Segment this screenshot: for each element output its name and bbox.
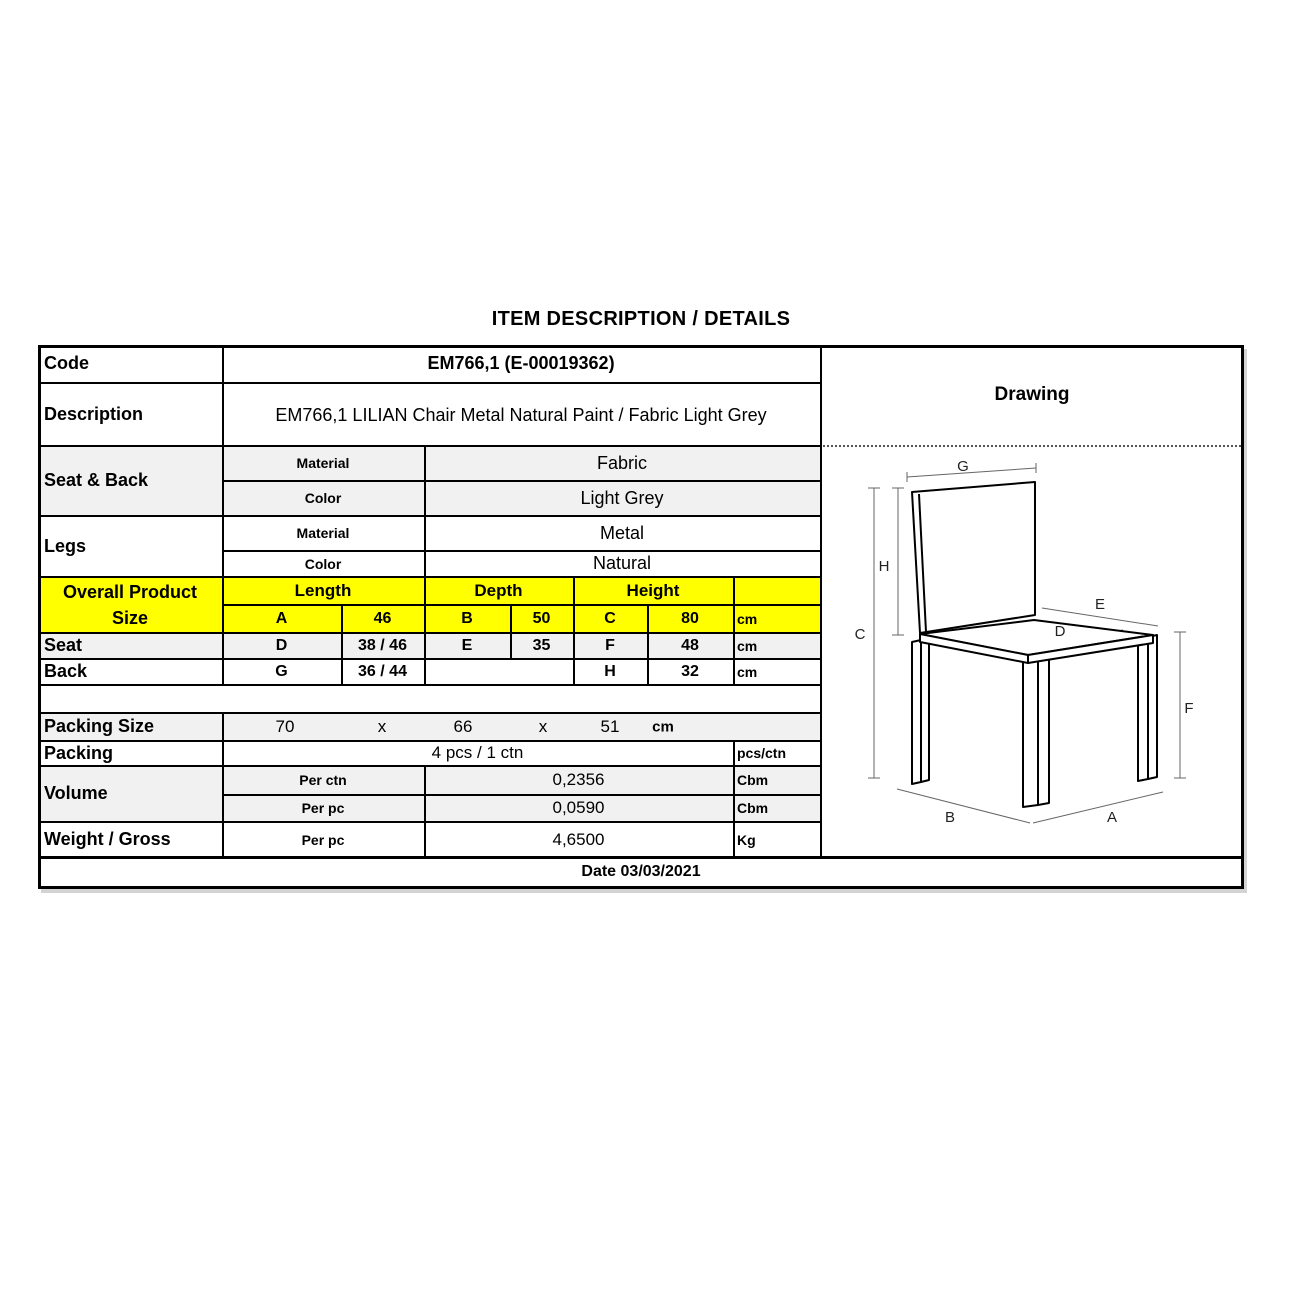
dim-label-d: D <box>1054 623 1066 640</box>
chair-drawing <box>820 446 1244 858</box>
description-value <box>222 383 820 446</box>
code-value: EM766,1 (E-00019362) <box>427 353 615 374</box>
dim-label-g: G <box>957 458 969 475</box>
weight-per-pc-label: Per pc <box>301 831 345 848</box>
packing-size-value <box>222 713 820 741</box>
overall-unit: cm <box>737 610 758 627</box>
dim-g-value: 36 / 44 <box>358 663 407 681</box>
volume-per-ctn-value: 0,2356 <box>552 770 605 790</box>
packing-size-unit: cm <box>652 718 674 736</box>
dim-c-value: 80 <box>681 610 699 628</box>
dim-h-key: H <box>604 663 616 681</box>
legs-material-label: Material <box>296 525 350 542</box>
dim-g-key: G <box>275 663 288 681</box>
dim-a-key: A <box>275 610 288 628</box>
dim-label-b: B <box>944 809 956 826</box>
packing-value: 4 pcs / 1 ctn <box>431 743 524 763</box>
date-row: Date 03/03/2021 <box>581 863 701 881</box>
overall-size-label <box>38 577 222 633</box>
seat-back-material-label: Material <box>296 455 350 472</box>
length-header: Length <box>294 580 352 600</box>
volume-per-pc-value: 0,0590 <box>552 798 605 818</box>
legs-label: Legs <box>44 535 87 556</box>
seat-row-label: Seat <box>44 635 83 656</box>
dim-label-e: E <box>1094 596 1106 613</box>
packing-size-label: Packing Size <box>44 716 155 737</box>
spec-table <box>38 345 1244 889</box>
seat-back-color-label: Color <box>304 490 342 507</box>
dim-d-value: 38 / 46 <box>358 637 407 655</box>
seat-back-color-value: Light Grey <box>580 487 664 508</box>
dim-f-value: 48 <box>681 637 699 655</box>
dim-a-value: 46 <box>373 610 392 628</box>
dim-h-value: 32 <box>681 663 699 681</box>
description-label: Description <box>44 403 144 424</box>
height-header: Height <box>626 580 680 600</box>
packing-unit: pcs/ctn <box>737 745 787 762</box>
border-bottom <box>38 886 1244 889</box>
packing-size-v3: 51 <box>600 717 620 736</box>
volume-label: Volume <box>44 783 108 804</box>
weight-value: 4,6500 <box>552 829 605 849</box>
weight-unit: Kg <box>737 831 756 848</box>
page-title: ITEM DESCRIPTION / DETAILS <box>491 308 791 330</box>
packing-size-v2: 66 <box>453 717 473 736</box>
dim-e-value: 35 <box>532 637 551 655</box>
volume-per-pc-unit: Cbm <box>737 800 769 817</box>
dim-label-c: C <box>854 626 866 643</box>
dim-e-key: E <box>461 637 473 655</box>
drawing-header: Drawing <box>994 384 1070 406</box>
packing-label: Packing <box>44 742 114 763</box>
overall-size-label-line2: Size <box>111 608 149 628</box>
description-text: EM766,1 LILIAN Chair Metal Natural Paint / Fabric Light Grey <box>275 404 767 425</box>
depth-header: Depth <box>474 580 523 600</box>
weight-label: Weight / Gross <box>44 829 171 850</box>
seat-row-unit: cm <box>737 637 758 654</box>
dim-b-value: 50 <box>532 610 551 628</box>
packing-size-x1: x <box>377 717 387 736</box>
legs-material-value: Metal <box>599 522 644 543</box>
code-label: Code <box>44 353 89 374</box>
dim-f-key: F <box>605 637 615 655</box>
legs-color-label: Color <box>304 555 342 572</box>
dim-d-key: D <box>275 637 288 655</box>
packing-size-v1: 70 <box>275 717 295 736</box>
volume-per-ctn-label: Per ctn <box>299 772 347 789</box>
dim-label-f: F <box>1184 700 1194 717</box>
volume-per-pc-label: Per pc <box>301 800 345 817</box>
back-row-unit: cm <box>737 663 758 680</box>
legs-color-value: Natural <box>592 553 652 574</box>
seat-back-material-value: Fabric <box>596 452 647 473</box>
dim-c-key: C <box>604 610 616 628</box>
volume-per-ctn-unit: Cbm <box>737 772 769 789</box>
back-row-label: Back <box>44 661 88 682</box>
packing-size-x2: x <box>538 717 548 736</box>
dim-b-key: B <box>461 610 473 628</box>
dim-label-h: H <box>878 558 890 575</box>
overall-size-label-line1: Overall Product <box>62 582 198 602</box>
seat-back-label: Seat & Back <box>44 470 149 491</box>
dim-label-a: A <box>1106 809 1118 826</box>
